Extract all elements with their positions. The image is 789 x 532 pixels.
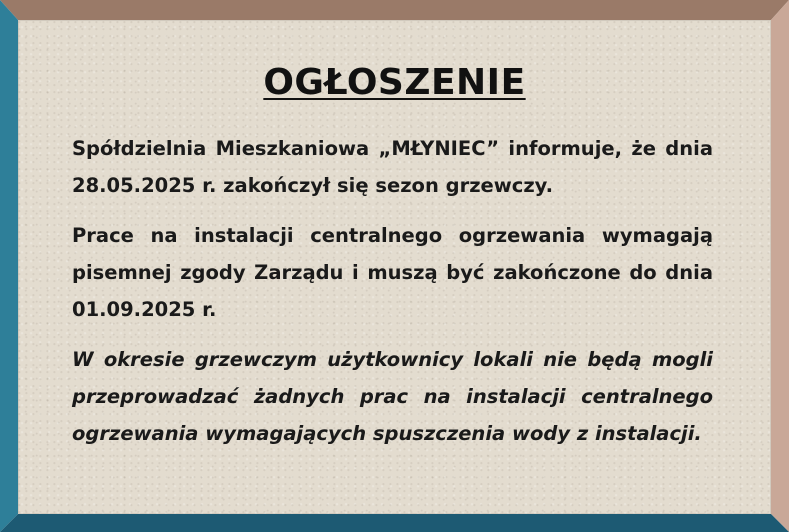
notice-panel xyxy=(18,20,771,514)
notice-title-text: OGŁOSZENIE xyxy=(263,62,526,103)
notice-paragraph-heating-season-end: Spółdzielnia Mieszkaniowa „MŁYNIEC” informuje, że dnia 28.05.2025 r. zakończył się sezon grzewczy. xyxy=(72,137,713,197)
notice-paragraph-heating-period-restriction: W okresie grzewczym użytkownicy lokali nie będą mogli przeprowadzać żadnych prac na instalacji centralnego ogrzewania wymagających spuszczenia wody z instalacji. xyxy=(72,348,713,445)
frame-border-right xyxy=(771,0,789,532)
notice-title xyxy=(18,62,771,103)
notice-paragraph-works-approval: Prace na instalacji centralnego ogrzewania wymagają pisemnej zgody Zarządu i muszą być zakończone do dnia 01.09.2025 r. xyxy=(72,224,713,321)
frame-border-left xyxy=(0,0,18,532)
notice-body xyxy=(72,130,713,465)
frame-border-top xyxy=(0,0,789,20)
frame-border-bottom xyxy=(0,514,789,532)
